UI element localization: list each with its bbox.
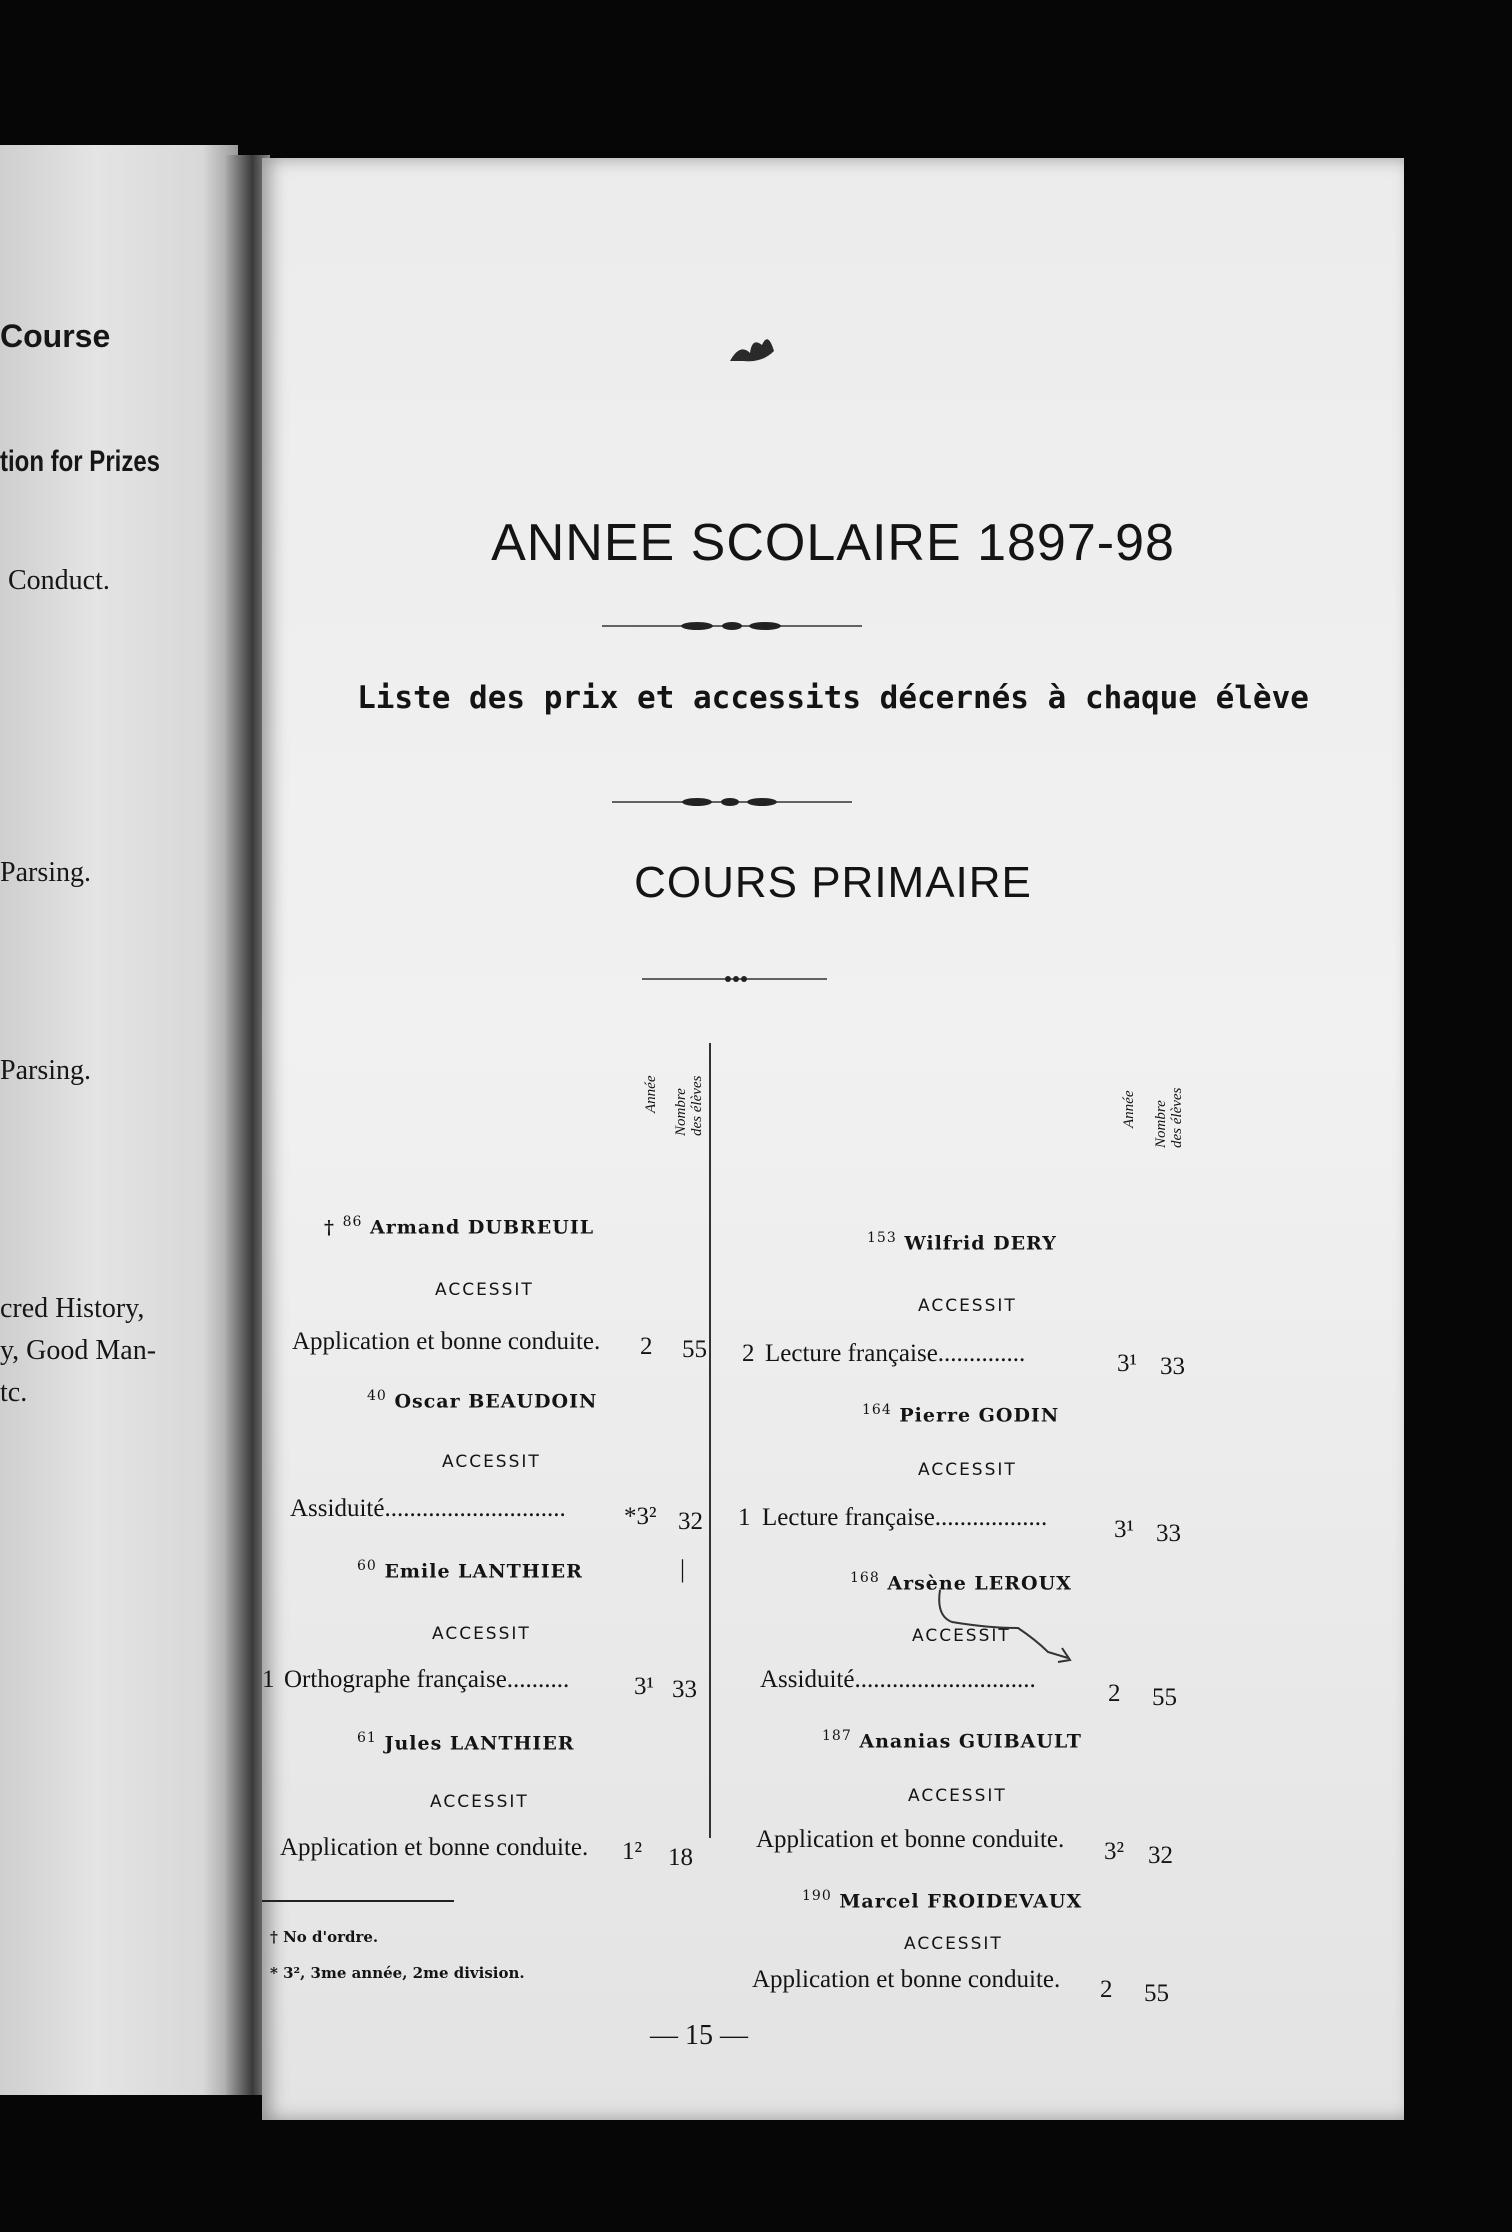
award-subject: Application et bonne conduite.	[292, 1328, 601, 1355]
left-line-conduct: Conduct.	[8, 565, 110, 596]
footnote-rule	[262, 1900, 454, 1902]
column-divider	[709, 1043, 711, 1838]
student-name: $^{168}$ Arsène LEROUX	[850, 1570, 1072, 1595]
footnote-1: † No d'ordre.	[270, 1928, 379, 1946]
nombre-value: 32	[678, 1508, 703, 1535]
annee-value: 2	[1100, 1976, 1113, 2003]
award-label: ACCESSIT	[918, 1460, 1017, 1480]
annee-header: Année	[1121, 1090, 1137, 1128]
nombre-header-1: Nombre	[673, 1088, 689, 1136]
nombre-value: 33	[1160, 1353, 1185, 1380]
award-label: ACCESSIT	[435, 1280, 534, 1300]
annee-value: 3²	[1104, 1838, 1124, 1865]
left-line-etc: tc.	[0, 1377, 28, 1408]
student-name: $^{153}$ Wilfrid DERY	[867, 1230, 1057, 1255]
annee-value: 2	[640, 1333, 653, 1360]
pen-mark-icon	[938, 1588, 1088, 1668]
ornament-icon	[722, 323, 782, 368]
nombre-value: 33	[672, 1676, 697, 1703]
nombre-value: 32	[1148, 1842, 1173, 1869]
award-label: ACCESSIT	[904, 1934, 1003, 1954]
rank-number: 1	[738, 1504, 751, 1531]
page-number: — 15 —	[650, 2020, 748, 2051]
student-name: $^{187}$ Ananias GUIBAULT	[822, 1728, 1082, 1753]
right-page	[262, 158, 1404, 2120]
divider-ornament-icon	[602, 618, 862, 634]
student-name: † $^{86}$ Armand DUBREUIL	[324, 1214, 595, 1239]
rank-number: 2	[742, 1340, 755, 1367]
left-heading: Course	[0, 318, 111, 354]
left-line-parsing-2: Parsing.	[0, 1055, 91, 1086]
page-subtitle: Liste des prix et accessits décernés à chaque élève	[357, 680, 1309, 716]
award-label: ACCESSIT	[918, 1296, 1017, 1316]
annee-value: 3¹	[1117, 1350, 1137, 1377]
student-name: $^{190}$ Marcel FROIDEVAUX	[802, 1888, 1083, 1913]
footnote-2: * 3², 3me année, 2me division.	[270, 1964, 525, 1982]
student-name: $^{164}$ Pierre GODIN	[862, 1402, 1060, 1427]
left-line-parsing-1: Parsing.	[0, 857, 91, 888]
left-page	[0, 145, 238, 2095]
nombre-value: 55	[682, 1336, 707, 1363]
award-label: ACCESSIT	[430, 1792, 529, 1812]
margin-mark: |	[680, 1556, 686, 1583]
award-subject: Assiduité.............................	[760, 1666, 1036, 1693]
rank-number: 1	[262, 1666, 275, 1693]
award-subject: Lecture française..................	[762, 1504, 1048, 1531]
nombre-value: 18	[668, 1844, 693, 1871]
left-line-history: cred History,	[0, 1293, 145, 1324]
award-subject: Assiduité.............................	[290, 1495, 566, 1522]
annee-value: 3¹	[1114, 1516, 1134, 1543]
award-subject: Application et bonne conduite.	[280, 1834, 589, 1861]
award-label: ACCESSIT	[442, 1452, 541, 1472]
award-subject: Application et bonne conduite.	[752, 1966, 1061, 1993]
nombre-header-2: des élèves	[689, 1075, 705, 1136]
student-name: $^{40}$ Oscar BEAUDOIN	[367, 1388, 598, 1413]
divider-ornament-icon	[642, 973, 827, 985]
award-label: ACCESSIT	[432, 1624, 531, 1644]
award-subject: Lecture française..............	[765, 1340, 1026, 1367]
annee-value: 3¹	[634, 1673, 654, 1700]
student-name: $^{60}$ Emile LANTHIER	[357, 1558, 583, 1583]
nombre-value: 55	[1152, 1684, 1177, 1711]
left-line-good-man: y, Good Man-	[0, 1335, 157, 1366]
student-name: $^{61}$ Jules LANTHIER	[357, 1730, 575, 1755]
nombre-value: 33	[1156, 1520, 1181, 1547]
annee-value: *3²	[624, 1503, 657, 1530]
annee-value: 2	[1108, 1680, 1121, 1707]
award-label: ACCESSIT	[912, 1626, 1011, 1646]
section-title: COURS PRIMAIRE	[634, 858, 1032, 907]
divider-ornament-icon	[612, 794, 852, 810]
award-subject: Orthographe française..........	[284, 1666, 570, 1693]
annee-value: 1²	[622, 1838, 642, 1865]
annee-header: Année	[643, 1075, 659, 1113]
nombre-value: 55	[1144, 1980, 1169, 2007]
nombre-header-2: des élèves	[1169, 1087, 1185, 1148]
nombre-header-1: Nombre	[1153, 1100, 1169, 1148]
page-title: ANNEE SCOLAIRE 1897-98	[491, 514, 1175, 572]
award-label: ACCESSIT	[908, 1786, 1007, 1806]
award-subject: Application et bonne conduite.	[756, 1826, 1065, 1853]
left-subheading: tion for Prizes	[0, 445, 161, 478]
